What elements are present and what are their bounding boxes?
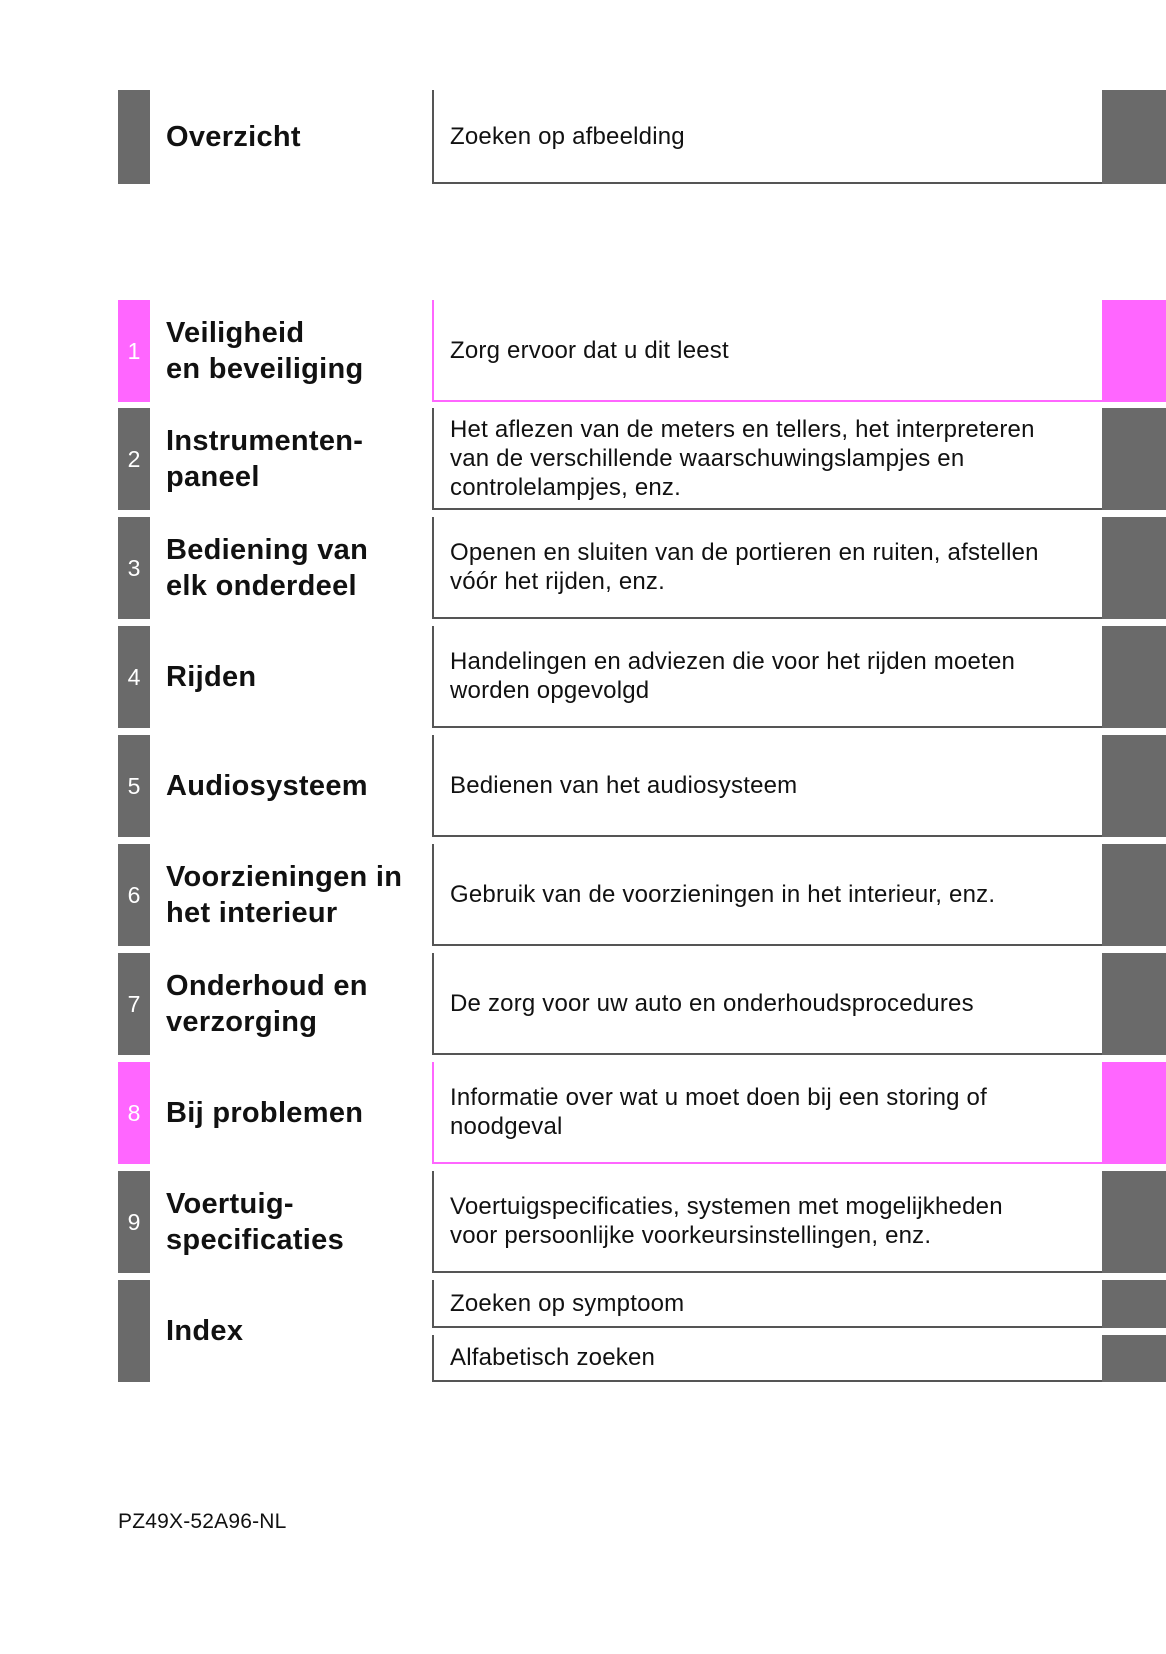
chapter-description[interactable]: Voertuigspecificaties, systemen met mogelijkheden voor persoonlijke voorkeursinstellingen, enz. [432,1171,1102,1273]
chapter-row-2[interactable] [0,408,1166,510]
chapter-title: Instrumenten- paneel [166,425,364,493]
chapter-number-tab: 7 [118,953,150,1055]
index-item-symptom[interactable] [0,1280,1166,1328]
chapter-row-4[interactable] [0,626,1166,728]
chapter-row-9[interactable] [0,1171,1166,1273]
chapter-description[interactable]: Handelingen en adviezen die voor het rijden moeten worden opgevolgd [432,626,1102,728]
chapter-row-1[interactable] [0,300,1166,402]
chapter-edge-tab [1102,735,1166,837]
chapter-title: Veiligheid en beveiliging [166,317,364,385]
chapter-title: Rijden [166,661,257,693]
chapter-edge-tab [1102,517,1166,619]
chapter-number-tab: 5 [118,735,150,837]
index-item-label[interactable]: Zoeken op symptoom [432,1280,1102,1328]
chapter-title: Bediening van elk onderdeel [166,534,369,602]
chapter-edge-tab [1102,408,1166,510]
chapter-row-8[interactable] [0,1062,1166,1164]
chapter-description[interactable]: Het aflezen van de meters en tellers, het interpreteren van de verschillende waarschuwingslampjes en controlelampjes, enz. [432,408,1102,510]
chapter-description[interactable]: Bedienen van het audiosysteem [432,735,1102,837]
chapter-number-tab: 4 [118,626,150,728]
chapter-edge-tab [1102,1171,1166,1273]
overview-description[interactable]: Zoeken op afbeelding [432,90,1102,184]
chapter-number-tab: 1 [118,300,150,402]
chapter-title: Audiosysteem [166,770,368,802]
chapter-number-tab: 9 [118,1171,150,1273]
chapter-edge-tab [1102,1062,1166,1164]
chapter-number-tab: 2 [118,408,150,510]
chapter-title: Bij problemen [166,1097,364,1129]
chapter-description[interactable]: Informatie over wat u moet doen bij een storing of noodgeval [432,1062,1102,1164]
chapter-title: Voertuig- specificaties [166,1188,344,1256]
chapter-description[interactable]: Openen en sluiten van de portieren en ruiten, afstellen vóór het rijden, enz. [432,517,1102,619]
index-title: Index [166,1315,244,1347]
chapter-number-tab: 6 [118,844,150,946]
overview-title: Overzicht [166,121,301,153]
overview-edge-tab [1102,90,1166,184]
chapter-number-tab: 3 [118,517,150,619]
chapter-edge-tab [1102,626,1166,728]
chapter-title: Voorzieningen in het interieur [166,861,403,929]
chapter-description[interactable]: Zorg ervoor dat u dit leest [432,300,1102,402]
chapter-title: Onderhoud en verzorging [166,970,368,1038]
chapter-edge-tab [1102,953,1166,1055]
chapter-row-6[interactable] [0,844,1166,946]
index-edge-tab [1102,1280,1166,1328]
chapter-description[interactable]: Gebruik van de voorzieningen in het interieur, enz. [432,844,1102,946]
document-code: PZ49X-52A96-NL [118,1510,287,1533]
chapter-row-7[interactable] [0,953,1166,1055]
chapter-edge-tab [1102,300,1166,402]
index-item-alphabetical[interactable] [0,1335,1166,1382]
chapter-description[interactable]: De zorg voor uw auto en onderhoudsprocedures [432,953,1102,1055]
chapter-number-tab: 8 [118,1062,150,1164]
index-edge-tab [1102,1335,1166,1382]
overview-tab [118,90,150,184]
chapter-row-5[interactable] [0,735,1166,837]
chapter-edge-tab [1102,844,1166,946]
index-row [0,1280,1166,1382]
overview-row[interactable] [0,90,1166,184]
index-item-label[interactable]: Alfabetisch zoeken [432,1335,1102,1382]
chapter-row-3[interactable] [0,517,1166,619]
